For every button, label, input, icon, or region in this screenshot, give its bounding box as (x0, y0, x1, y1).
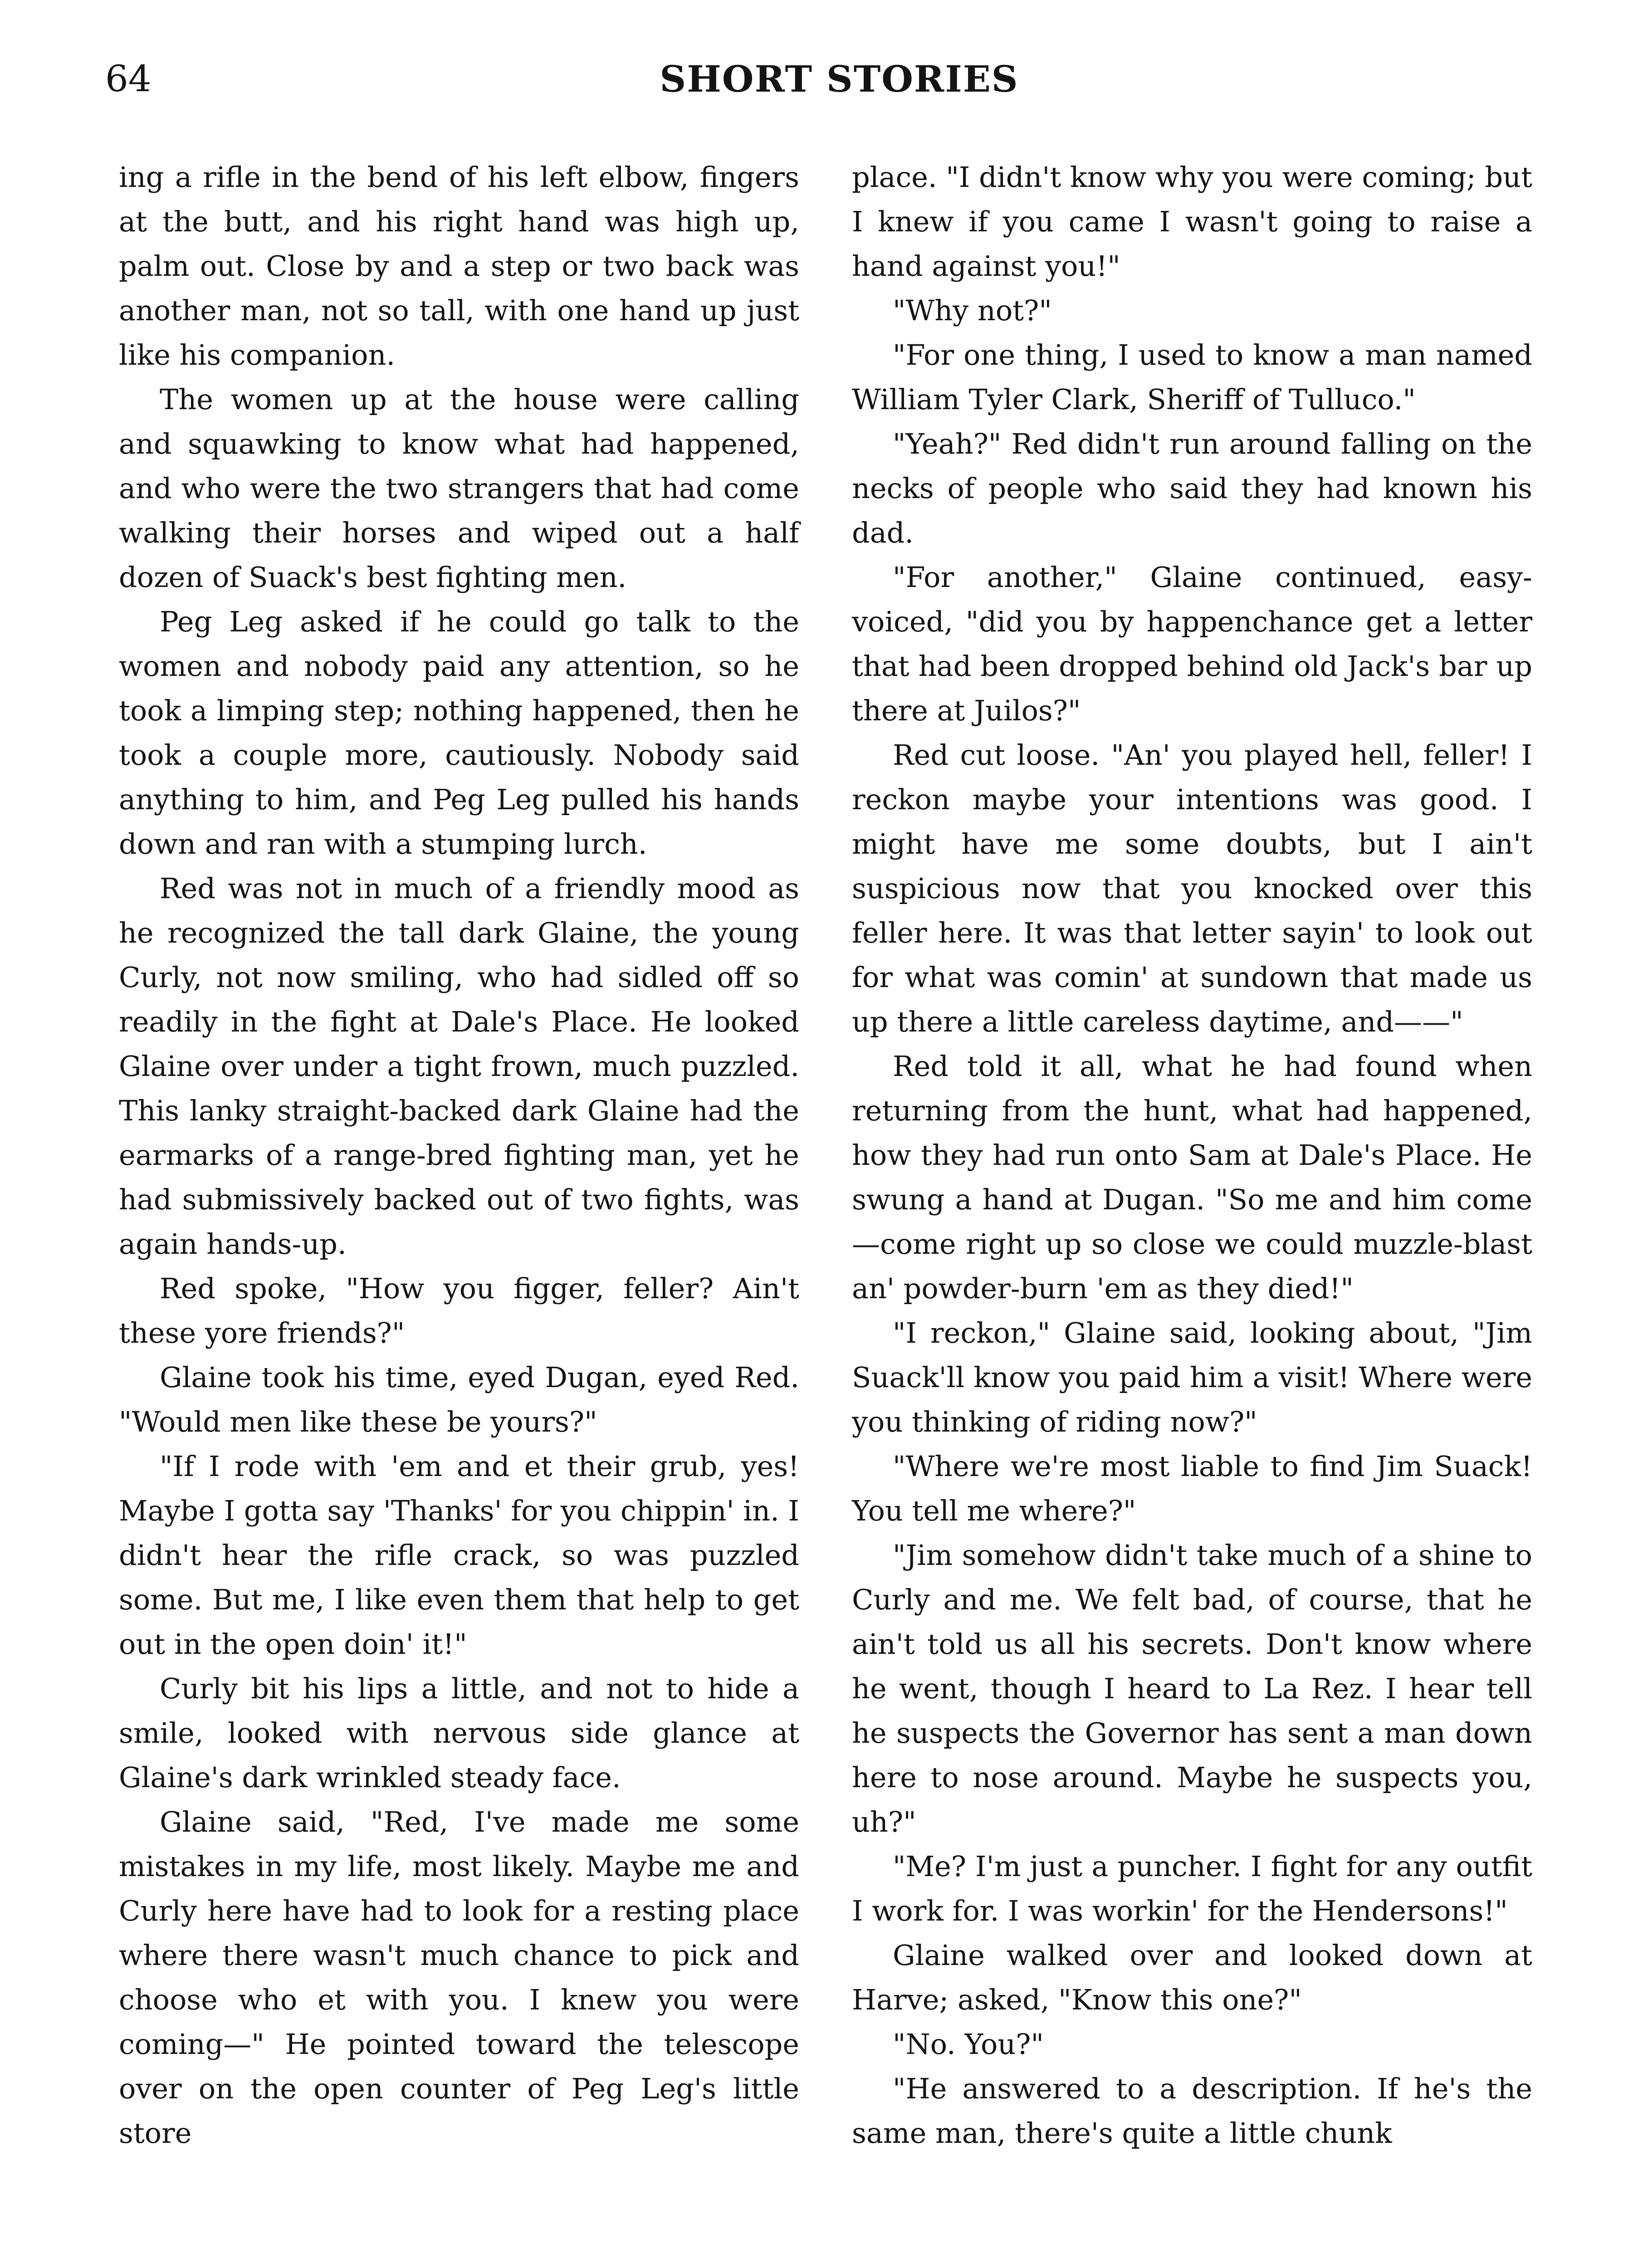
paragraph: "For one thing, I used to know a man named William Tyler Clark, Sheriff of Tulluco." (852, 338, 1532, 416)
paragraph: Red spoke, "How you figger, feller? Ain't these yore friends?" (119, 1272, 799, 1349)
paragraph: Glaine walked over and looked down at Harve; asked, "Know this one?" (852, 1939, 1532, 2016)
paragraph: Red cut loose. "An' you played hell, feller! I reckon maybe your intentions was good. I might have me some doubts, but I ain't suspicious now that you knocked over this feller here. It was that letter sayin' to look out for what was comin' at sundown that made us up there a little careless daytime, and——" (852, 738, 1532, 1038)
paragraph: Glaine took his time, eyed Dugan, eyed Red. "Would men like these be yours?" (119, 1361, 799, 1438)
paragraph: Peg Leg asked if he could go talk to the women and nobody paid any attention, so he took a limping step; nothing happened, then he took a couple more, cautiously. Nobody said anything to him, and Peg Leg pulled his hands down and ran with a stumping lurch. (119, 605, 799, 860)
paragraph: Red was not in much of a friendly mood as he recognized the tall dark Glaine, the young Curly, not now smiling, who had sidled off so readily in the fight at Dale's Place. He looked Glaine over under a tight frown, much puzzled. This lanky straight-backed dark Glaine had the earmarks of a range-bred fighting man, yet he had submissively backed out of two fights, was again hands-up. (119, 872, 799, 1261)
paragraph: "He answered to a description. If he's the same man, there's quite a little chunk (852, 2072, 1532, 2150)
left-column (119, 155, 799, 2156)
paragraph: "No. You?" (893, 2028, 1044, 2061)
paragraph: "Why not?" (893, 294, 1052, 327)
paragraph: "Me? I'm just a puncher. I fight for any outfit I work for. I was workin' for the Hendersons!" (852, 1850, 1532, 1927)
paragraph: Red told it all, what he had found when returning from the hunt, what had happened, how they had run onto Sam at Dale's Place. He swung a hand at Dugan. "So me and him come—come right up so close we could muzzle-blast an' powder-burn 'em as they died!" (852, 1050, 1532, 1305)
paragraph: "Yeah?" Red didn't run around falling on the necks of people who said they had known his dad. (852, 427, 1532, 549)
paragraph: "For another," Glaine continued, easy-voiced, "did you by happenchance get a letter that had been dropped behind old Jack's bar up there at Juilos?" (852, 561, 1532, 727)
page-number: 64 (105, 58, 152, 100)
right-column (852, 155, 1532, 2156)
paragraph: "I reckon," Glaine said, looking about, "Jim Suack'll know you paid him a visit! Where were you thinking of riding now?" (852, 1316, 1532, 1438)
paragraph: place. "I didn't know why you were coming; but I knew if you came I wasn't going to raise a hand against you!" (852, 161, 1532, 283)
paragraph: Curly bit his lips a little, and not to hide a smile, looked with nervous side glance at Glaine's dark wrinkled steady face. (119, 1672, 799, 1794)
paragraph: Glaine said, "Red, I've made me some mistakes in my life, most likely. Maybe me and Curly here have had to look for a resting place where there wasn't much chance to pick and choose who et with you. I knew you were coming—" He pointed toward the telescope over on the open counter of Peg Leg's little store (119, 1805, 799, 2150)
paragraph: "Where we're most liable to find Jim Suack! You tell me where?" (852, 1450, 1532, 1527)
paragraph: "Jim somehow didn't take much of a shine to Curly and me. We felt bad, of course, that he ain't told us all his secrets. Don't know where he went, though I heard to La Rez. I hear tell he suspects the Governor has sent a man down here to nose around. Maybe he suspects you, uh?" (852, 1539, 1532, 1838)
paragraph: The women up at the house were calling and squawking to know what had happened, and who were the two strangers that had come walking their horses and wiped out a half dozen of Suack's best fighting men. (119, 383, 799, 594)
paragraph: "If I rode with 'em and et their grub, yes! Maybe I gotta say 'Thanks' for you chippin' in. I didn't hear the rifle crack, so was puzzled some. But me, I like even them that help to get out in the open doin' it!" (119, 1450, 799, 1661)
paragraph: ing a rifle in the bend of his left elbow, fingers at the butt, and his right hand was high up, palm out. Close by and a step or two back was another man, not so tall, with one hand up just like his companion. (119, 161, 799, 371)
running-head: SHORT STORIES (660, 58, 1019, 100)
